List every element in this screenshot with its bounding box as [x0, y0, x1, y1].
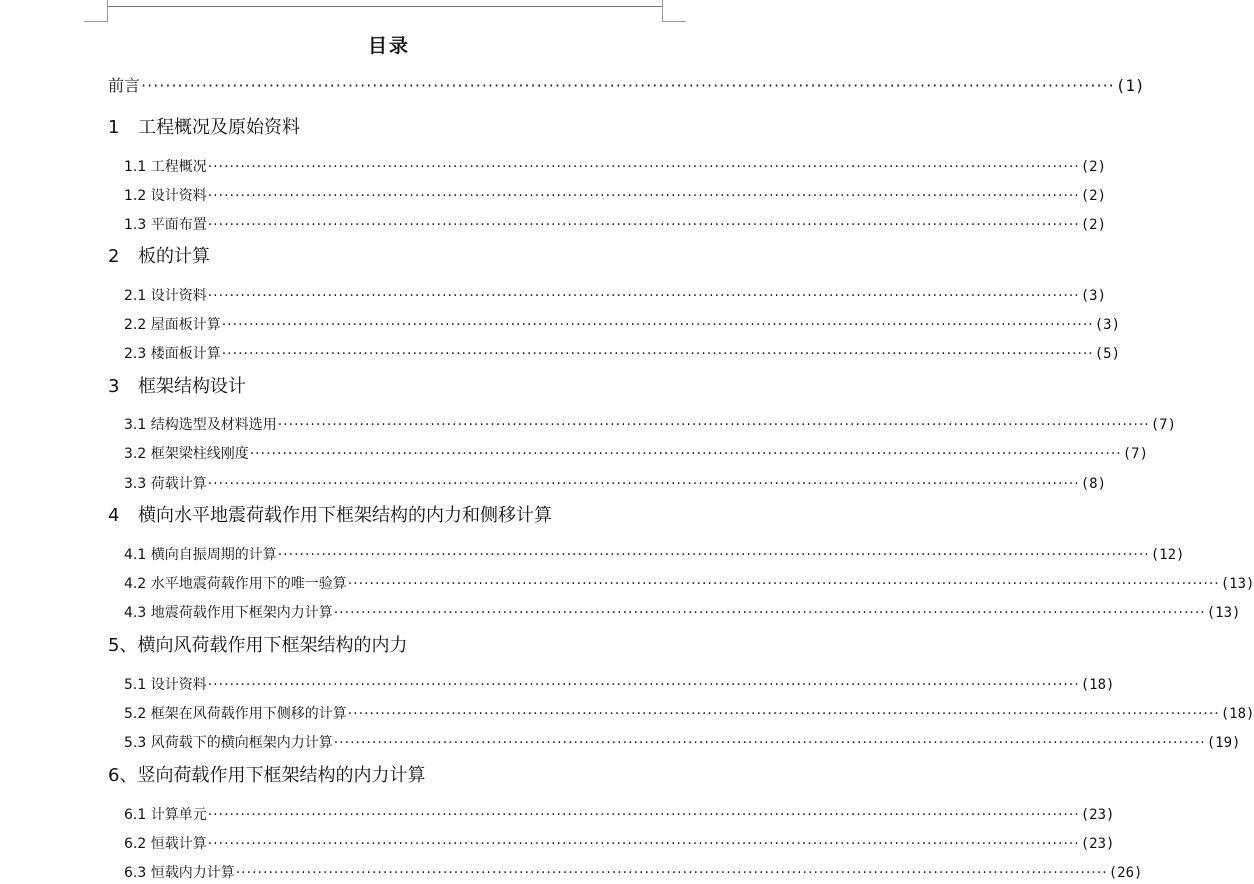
chapter-title: 横向风荷载作用下框架结构的内力	[137, 635, 408, 656]
section-page: (8)	[1080, 476, 1107, 492]
section-label: 1.2 设计资料	[124, 188, 207, 204]
chapter-title: 竖向荷载作用下框架结构的内力计算	[137, 765, 426, 786]
section-label: 5.3 风荷载下的横向框架内力计算	[124, 735, 333, 751]
section-label: 1.1 工程概况	[124, 159, 207, 175]
toc-section[interactable]	[124, 573, 1254, 595]
section-page: (3)	[1080, 288, 1107, 304]
toc-chapter[interactable]	[108, 503, 668, 529]
toc-title: 目录	[367, 35, 410, 57]
toc-section[interactable]	[124, 473, 1107, 495]
section-page: (3)	[1094, 317, 1121, 333]
section-label: 5.2 框架在风荷载作用下侧移的计算	[124, 706, 347, 722]
crop-mark-top-right	[662, 21, 686, 22]
toc-section[interactable]	[124, 674, 1115, 696]
toc-leader-dots: ································································································································································	[347, 576, 1220, 592]
toc-chapter[interactable]	[108, 244, 668, 270]
toc-leader-dots: ································································································································································	[333, 605, 1206, 621]
section-label: 1.3 平面布置	[124, 217, 207, 233]
toc-section[interactable]	[124, 314, 1121, 336]
section-page: (18)	[1220, 706, 1254, 722]
section-label: 4.3 地震荷载作用下框架内力计算	[124, 605, 333, 621]
toc-section[interactable]	[124, 703, 1254, 725]
section-page: (2)	[1080, 217, 1107, 233]
toc-section[interactable]	[124, 544, 1185, 566]
toc-leader-dots: ································································································································································	[141, 76, 1115, 95]
toc-section[interactable]	[124, 804, 1115, 826]
chapter-title: 横向水平地震荷载作用下框架结构的内力和侧移计算	[138, 505, 552, 526]
toc-leader-dots: ································································································································································	[221, 317, 1094, 333]
toc-leader-dots: ································································································································································	[221, 346, 1094, 362]
section-page: (23)	[1080, 807, 1115, 823]
chapter-number: 3	[108, 376, 120, 397]
section-label: 5.1 设计资料	[124, 677, 207, 693]
toc-section[interactable]	[124, 285, 1107, 307]
toc-leader-dots: ································································································································································	[207, 188, 1080, 204]
toc-leader-dots: ································································································································································	[207, 807, 1080, 823]
toc-leader-dots: ································································································································································	[207, 476, 1080, 492]
section-page: (18)	[1080, 677, 1115, 693]
section-label: 3.1 结构选型及材料选用	[124, 417, 277, 433]
section-page: (2)	[1080, 159, 1107, 175]
toc-leader-dots: ································································································································································	[207, 288, 1080, 304]
section-label: 3.2 框架梁柱线刚度	[124, 446, 249, 462]
toc-leader-dots: ································································································································································	[249, 446, 1122, 462]
toc-entry-page: (1)	[1115, 76, 1145, 95]
toc-section[interactable]	[124, 862, 1143, 884]
section-page: (12)	[1150, 547, 1185, 563]
toc-section[interactable]	[124, 343, 1121, 365]
toc-section[interactable]	[124, 214, 1107, 236]
header-rule	[108, 6, 662, 7]
chapter-number: 4	[108, 505, 120, 526]
toc-section[interactable]	[124, 414, 1177, 436]
section-page: (2)	[1080, 188, 1107, 204]
chapter-number: 5、	[108, 635, 138, 656]
section-label: 2.3 楼面板计算	[124, 346, 221, 362]
section-label: 3.3 荷载计算	[124, 476, 207, 492]
chapter-title: 工程概况及原始资料	[138, 117, 300, 138]
chapter-title: 板的计算	[138, 246, 210, 267]
section-page: (7)	[1150, 417, 1177, 433]
toc-entry-label: 前言	[108, 76, 141, 95]
toc-leader-dots: ································································································································································	[207, 159, 1080, 175]
section-label: 2.2 屋面板计算	[124, 317, 221, 333]
toc-chapter[interactable]	[108, 115, 668, 141]
toc-section[interactable]	[124, 602, 1241, 624]
section-page: (13)	[1220, 576, 1254, 592]
toc-leader-dots: ································································································································································	[277, 547, 1150, 563]
toc-leader-dots: ································································································································································	[207, 836, 1080, 852]
section-page: (26)	[1108, 865, 1143, 881]
toc-leader-dots: ································································································································································	[277, 417, 1150, 433]
toc-leader-dots: ································································································································································	[207, 217, 1080, 233]
section-page: (13)	[1206, 605, 1241, 621]
toc-chapter[interactable]	[108, 763, 668, 789]
header-text-fragment	[418, 0, 472, 3]
toc-leader-dots: ································································································································································	[333, 735, 1206, 751]
section-label: 6.2 恒载计算	[124, 836, 207, 852]
toc-chapter[interactable]	[108, 374, 668, 400]
toc-section[interactable]	[124, 732, 1241, 754]
chapter-number: 2	[108, 246, 120, 267]
toc-section[interactable]	[124, 443, 1149, 465]
section-label: 2.1 设计资料	[124, 288, 207, 304]
section-label: 4.2 水平地震荷载作用下的唯一验算	[124, 576, 347, 592]
crop-mark-top-left	[107, 0, 108, 22]
section-page: (23)	[1080, 836, 1115, 852]
section-label: 4.1 横向自振周期的计算	[124, 547, 277, 563]
chapter-number: 6、	[108, 765, 138, 786]
chapter-number: 1	[108, 117, 120, 138]
toc-leader-dots: ································································································································································	[347, 706, 1220, 722]
toc-leader-dots: ································································································································································	[235, 865, 1108, 881]
toc-chapter[interactable]	[108, 633, 668, 659]
toc-section[interactable]	[124, 833, 1115, 855]
toc-entry-preface[interactable]	[108, 74, 1145, 98]
section-page: (19)	[1206, 735, 1241, 751]
section-page: (7)	[1122, 446, 1149, 462]
section-label: 6.3 恒载内力计算	[124, 865, 235, 881]
section-label: 6.1 计算单元	[124, 807, 207, 823]
toc-section[interactable]	[124, 156, 1107, 178]
crop-mark-top-right	[662, 0, 663, 22]
section-page: (5)	[1094, 346, 1121, 362]
toc-section[interactable]	[124, 185, 1107, 207]
chapter-title: 框架结构设计	[138, 376, 246, 397]
crop-mark-top-left	[84, 21, 108, 22]
toc-leader-dots: ································································································································································	[207, 677, 1080, 693]
